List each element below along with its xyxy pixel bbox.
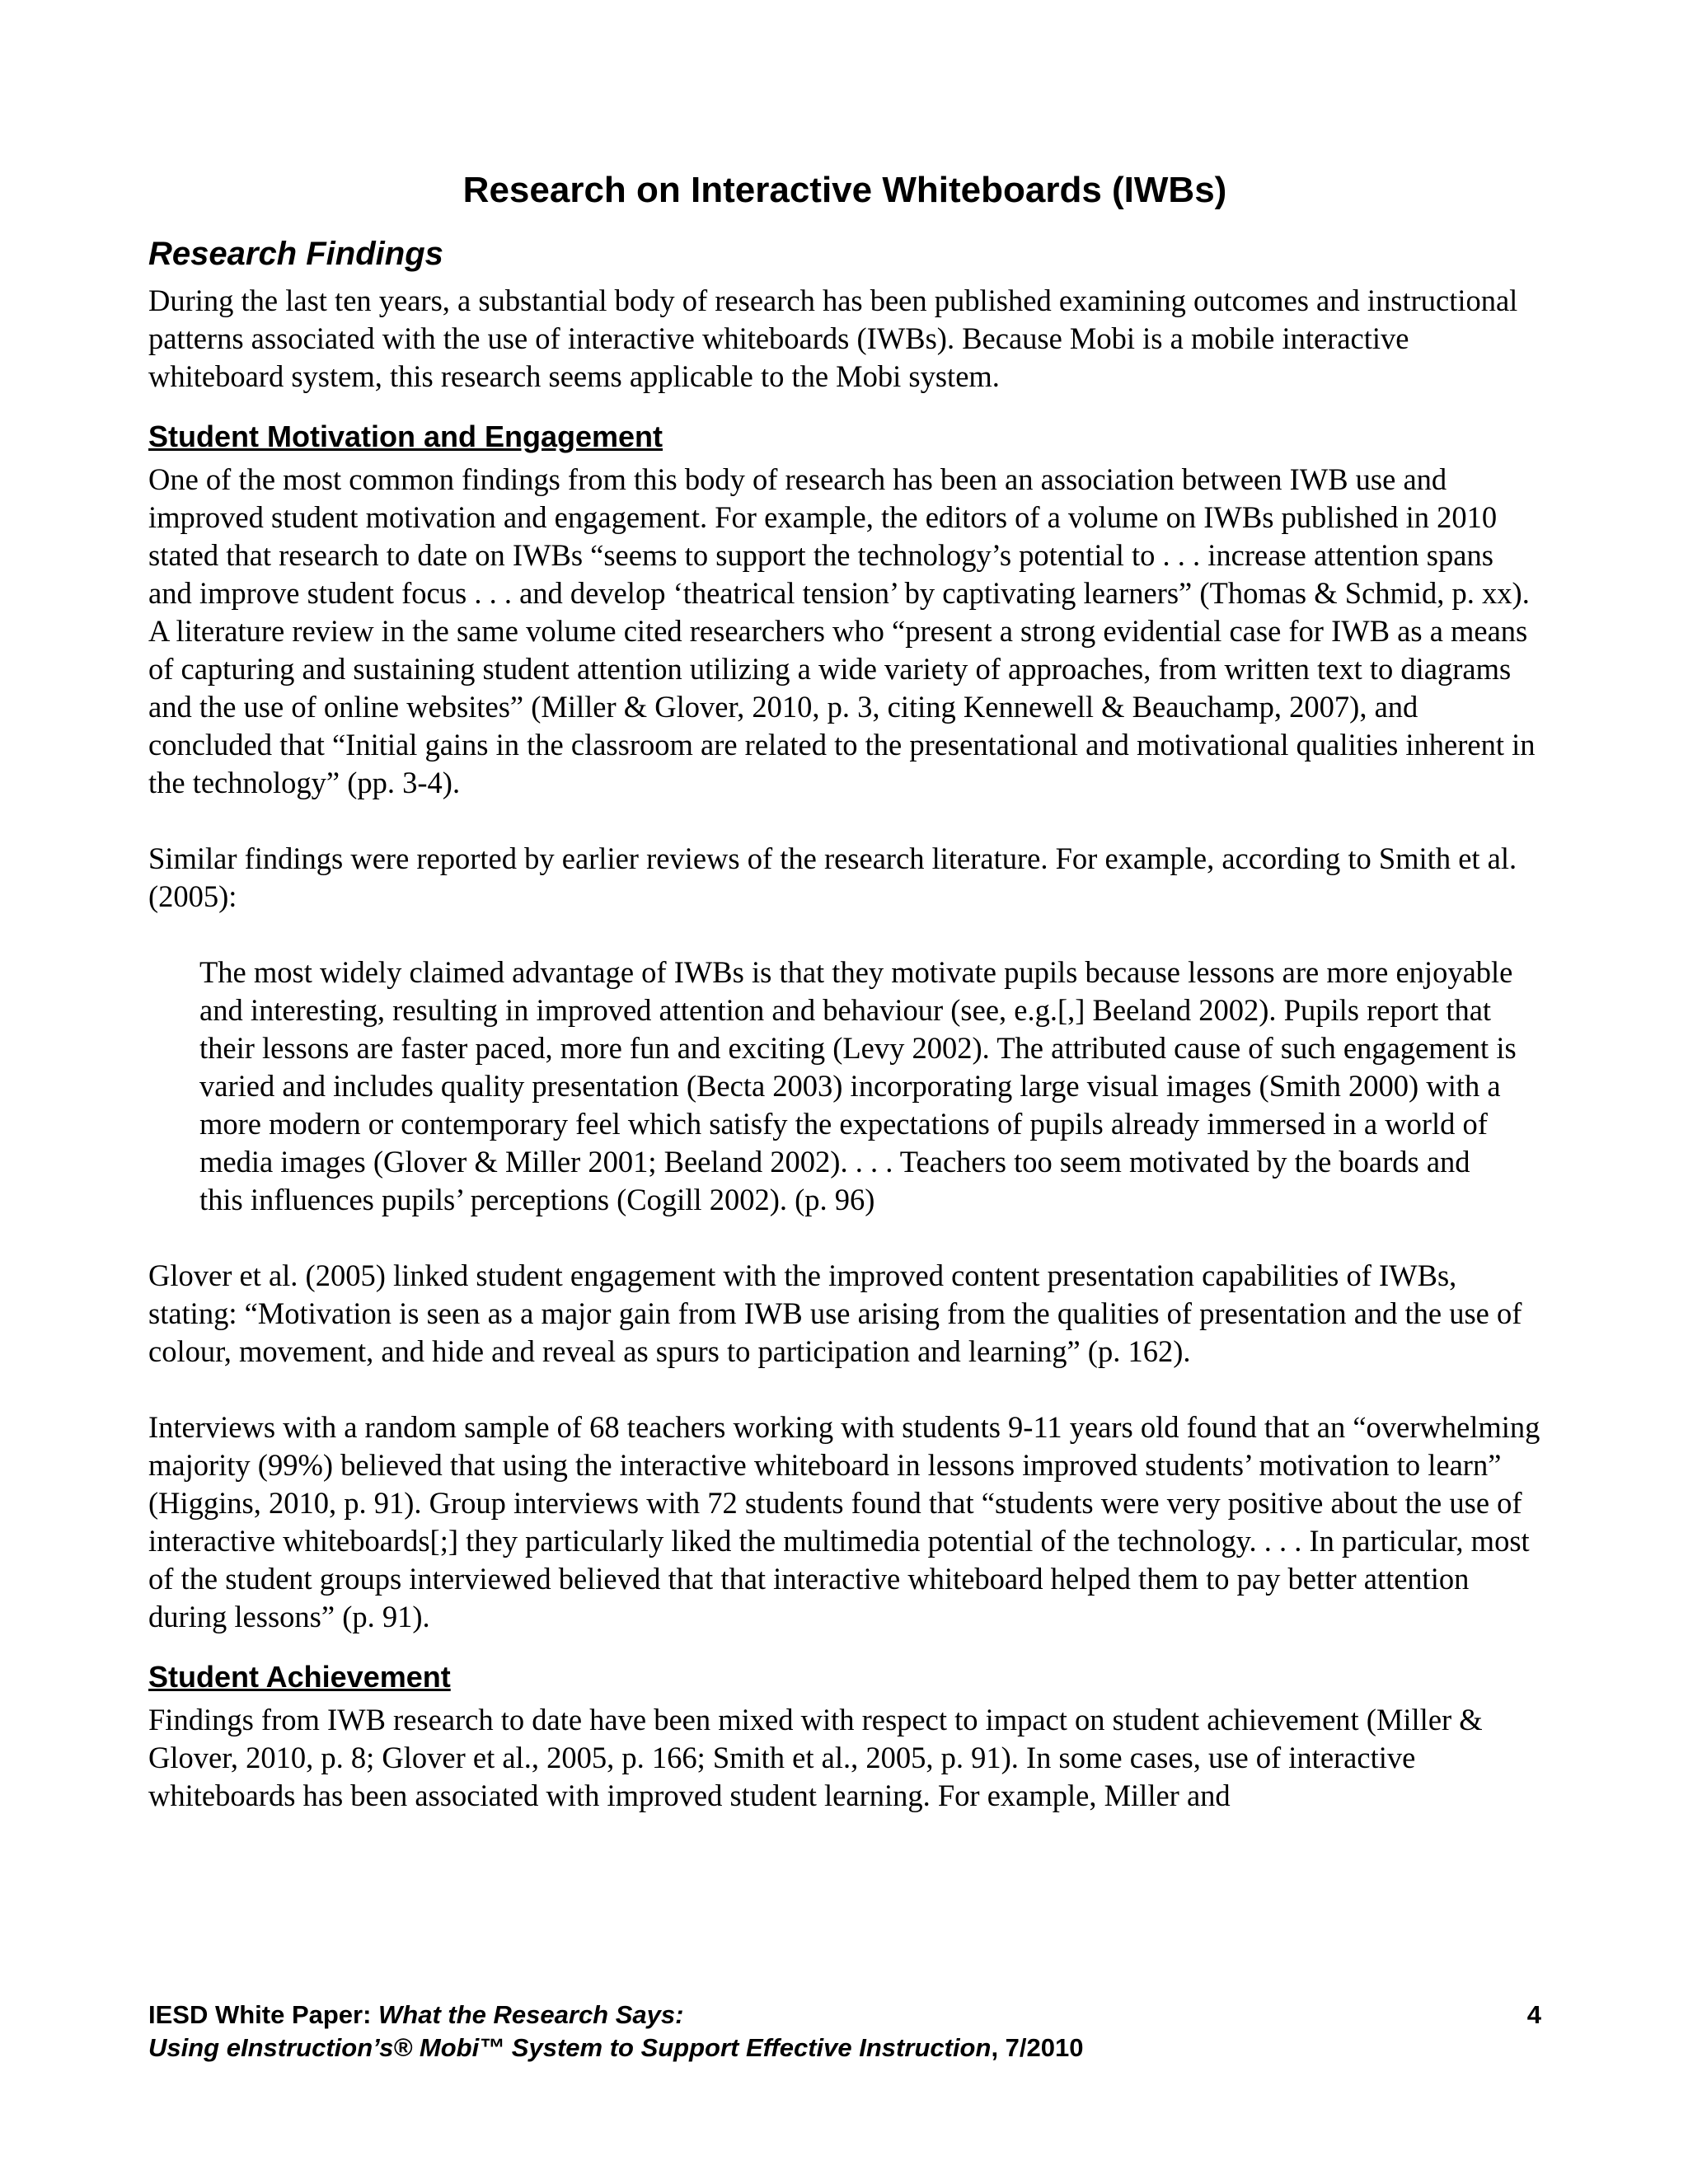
subheading-motivation-engagement: Student Motivation and Engagement <box>148 419 663 453</box>
subheading-student-achievement: Student Achievement <box>148 1659 451 1694</box>
paragraph-achievement: Findings from IWB research to date have been mixed with respect to impact on student achievement (Miller & Glover, 2010, p. 8; Glover et al., 2005, p. 166; Smith et al., 2005, p. 91). In some cases, use of interactive whiteboards has been associated with improved student learning. For example, Miller and <box>148 1703 1483 1813</box>
footer-subtitle: Using eInstruction’s® Mobi™ System to Support Effective Instruction <box>148 2033 992 2062</box>
footer-line-2 <box>148 2032 1541 2064</box>
page-title: Research on Interactive Whiteboards (IWBs) <box>462 170 1227 210</box>
footer-series-title: What the Research Says: <box>378 2000 684 2029</box>
intro-paragraph: During the last ten years, a substantial body of research has been published examining outcomes and instructional patterns associated with the use of interactive whiteboards (IWBs). Because Mobi is a mobile interactive whiteboard system, this research seems applicable to the Mobi system. <box>148 283 1518 393</box>
document-body <box>148 169 1541 1815</box>
page-footer <box>148 1999 1541 2064</box>
paragraph-interviews: Interviews with a random sample of 68 teachers working with students 9-11 years old found that an “overwhelming majority (99%) believed that using the interactive whiteboard in lessons improved students’ motivation to learn” (Higgins, 2010, p. 91). Group interviews with 72 students found that “students were very positive about the use of interactive whiteboards[;] they particularly liked the multimedia potential of the technology. . . . In particular, most of the student groups interviewed believed that that interactive whiteboard helped them to pay better attention during lessons” (p. 91). <box>148 1409 1540 1633</box>
page-number: 4 <box>1526 2000 1541 2029</box>
footer-paper-title <box>148 1999 683 2032</box>
section-heading-research-findings: Research Findings <box>148 235 443 272</box>
paragraph-motivation-2: Similar findings were reported by earlier reviews of the research literature. For example, according to Smith et al. (2005): <box>148 841 1517 913</box>
paragraph-motivation-1: One of the most common findings from this body of research has been an association between IWB use and improved student motivation and engagement. For example, the editors of a volume on IWBs published in 2010 stated that research to date on IWBs “seems to support the technology’s potential to . . . increase attention spans and improve student focus . . . and develop ‘theatrical tension’ by captivating learners” (Thomas & Schmid, p. xx). A literature review in the same volume cited researchers who “present a strong evidential case for IWB as a means of capturing and sustaining student attention utilizing a wide variety of approaches, from written text to diagrams and the use of online websites” (Miller & Glover, 2010, p. 3, citing Kennewell & Beauchamp, 2007), and concluded that “Initial gains in the classroom are related to the presentational and motivational qualities inherent in the technology” (pp. 3-4). <box>148 462 1536 799</box>
footer-prefix: IESD White Paper: <box>148 2000 379 2029</box>
paragraph-glover: Glover et al. (2005) linked student engagement with the improved content presentation capabilities of IWBs, stating: “Motivation is seen as a major gain from IWB use arising from the qualities of presentation and the use of colour, movement, and hide and reveal as spurs to participation and learning” (p. 162). <box>148 1258 1522 1368</box>
footer-date: , 7/2010 <box>991 2033 1084 2062</box>
block-quote-smith: The most widely claimed advantage of IWBs is that they motivate pupils because lessons are more enjoyable and interesting, resulting in improved attention and behaviour (see, e.g.[,] Beeland 2002). Pupils report that their lessons are faster paced, more fun and exciting (Levy 2002). The attributed cause of such engagement is varied and includes quality presentation (Becta 2003) incorporating large visual images (Smith 2000) with a more modern or contemporary feel which satisfy the expectations of pupils already immersed in a world of media images (Glover & Miller 2001; Beeland 2002). . . . Teachers too seem motivated by the boards and this influences pupils’ perceptions (Cogill 2002). (p. 96) <box>199 954 1517 1216</box>
footer-line-1 <box>148 1999 1541 2032</box>
